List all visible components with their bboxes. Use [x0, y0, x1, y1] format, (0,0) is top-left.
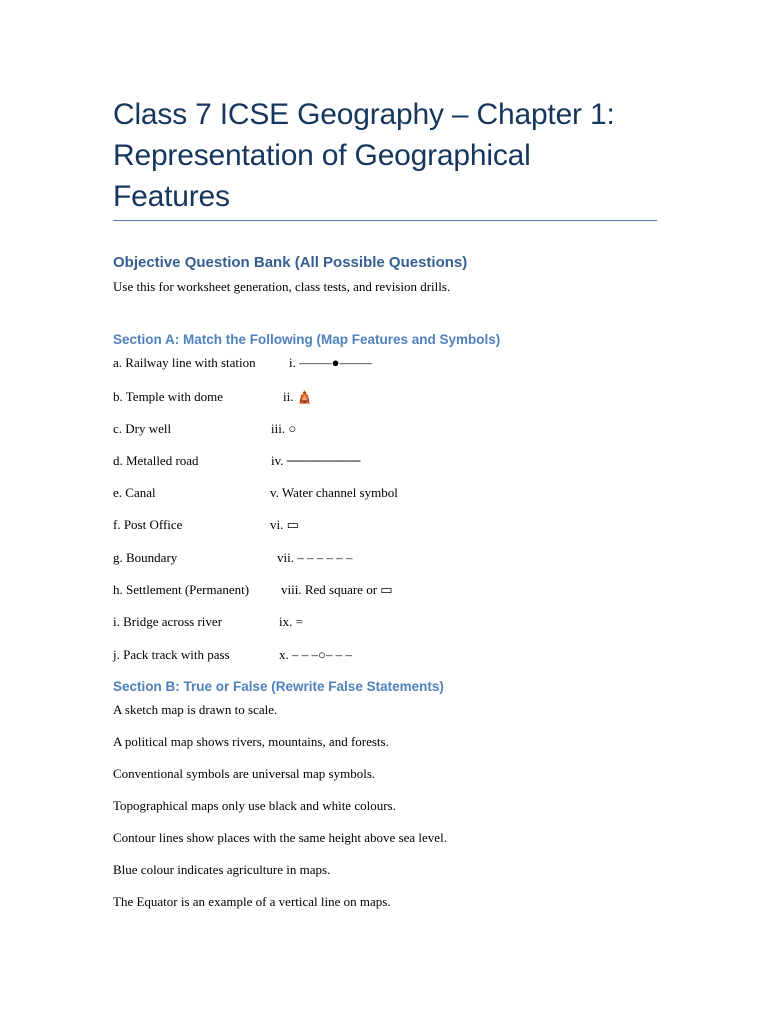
- match-right: vii. – – – – – –: [277, 550, 353, 565]
- subtitle: Objective Question Bank (All Possible Questions): [113, 254, 468, 271]
- true-false-statement: A political map shows rivers, mountains, and forests.: [113, 734, 389, 749]
- true-false-statement: Contour lines show places with the same height above sea level.: [113, 830, 447, 845]
- match-left: e. Canal: [113, 485, 156, 500]
- page-title: [113, 94, 673, 217]
- match-right: ix. =: [279, 614, 303, 629]
- section-a-heading: Section A: Match the Following (Map Features and Symbols): [113, 332, 501, 347]
- match-left: h. Settlement (Permanent): [113, 582, 250, 597]
- true-false-statement: Conventional symbols are universal map symbols.: [113, 766, 376, 781]
- true-false-statement: Blue colour indicates agriculture in maps.: [113, 862, 331, 877]
- title-line-2: Representation of Geographical: [113, 139, 531, 172]
- match-right: v. Water channel symbol: [270, 485, 398, 500]
- match-left: c. Dry well: [113, 421, 172, 436]
- title-line-3: Features: [113, 180, 230, 213]
- match-left: j. Pack track with pass: [113, 647, 230, 662]
- match-right: x. – – –○– – –: [279, 647, 352, 662]
- match-left: i. Bridge across river: [113, 614, 223, 629]
- match-right: iv. ────────: [271, 453, 361, 468]
- match-left: f. Post Office: [113, 517, 183, 532]
- match-right: iii. ○: [271, 421, 297, 436]
- match-right: viii. Red square or ▭: [281, 582, 393, 597]
- true-false-statement: Topographical maps only use black and white colours.: [113, 798, 396, 813]
- match-right: vi. ▭: [270, 517, 299, 532]
- true-false-statement: A sketch map is drawn to scale.: [113, 702, 278, 717]
- match-right: ii. 🛕: [283, 389, 313, 404]
- title-line-1: Class 7 ICSE Geography – Chapter 1:: [113, 98, 615, 131]
- match-left: d. Metalled road: [113, 453, 199, 468]
- match-left: a. Railway line with station: [113, 355, 256, 370]
- intro-text: Use this for worksheet generation, class tests, and revision drills.: [113, 279, 451, 294]
- match-left: g. Boundary: [113, 550, 178, 565]
- match-right: i. –––––●–––––: [289, 355, 372, 370]
- section-b-heading: Section B: True or False (Rewrite False Statements): [113, 679, 444, 694]
- true-false-statement: The Equator is an example of a vertical line on maps.: [113, 894, 391, 909]
- title-divider: [113, 220, 657, 221]
- match-left: b. Temple with dome: [113, 389, 224, 404]
